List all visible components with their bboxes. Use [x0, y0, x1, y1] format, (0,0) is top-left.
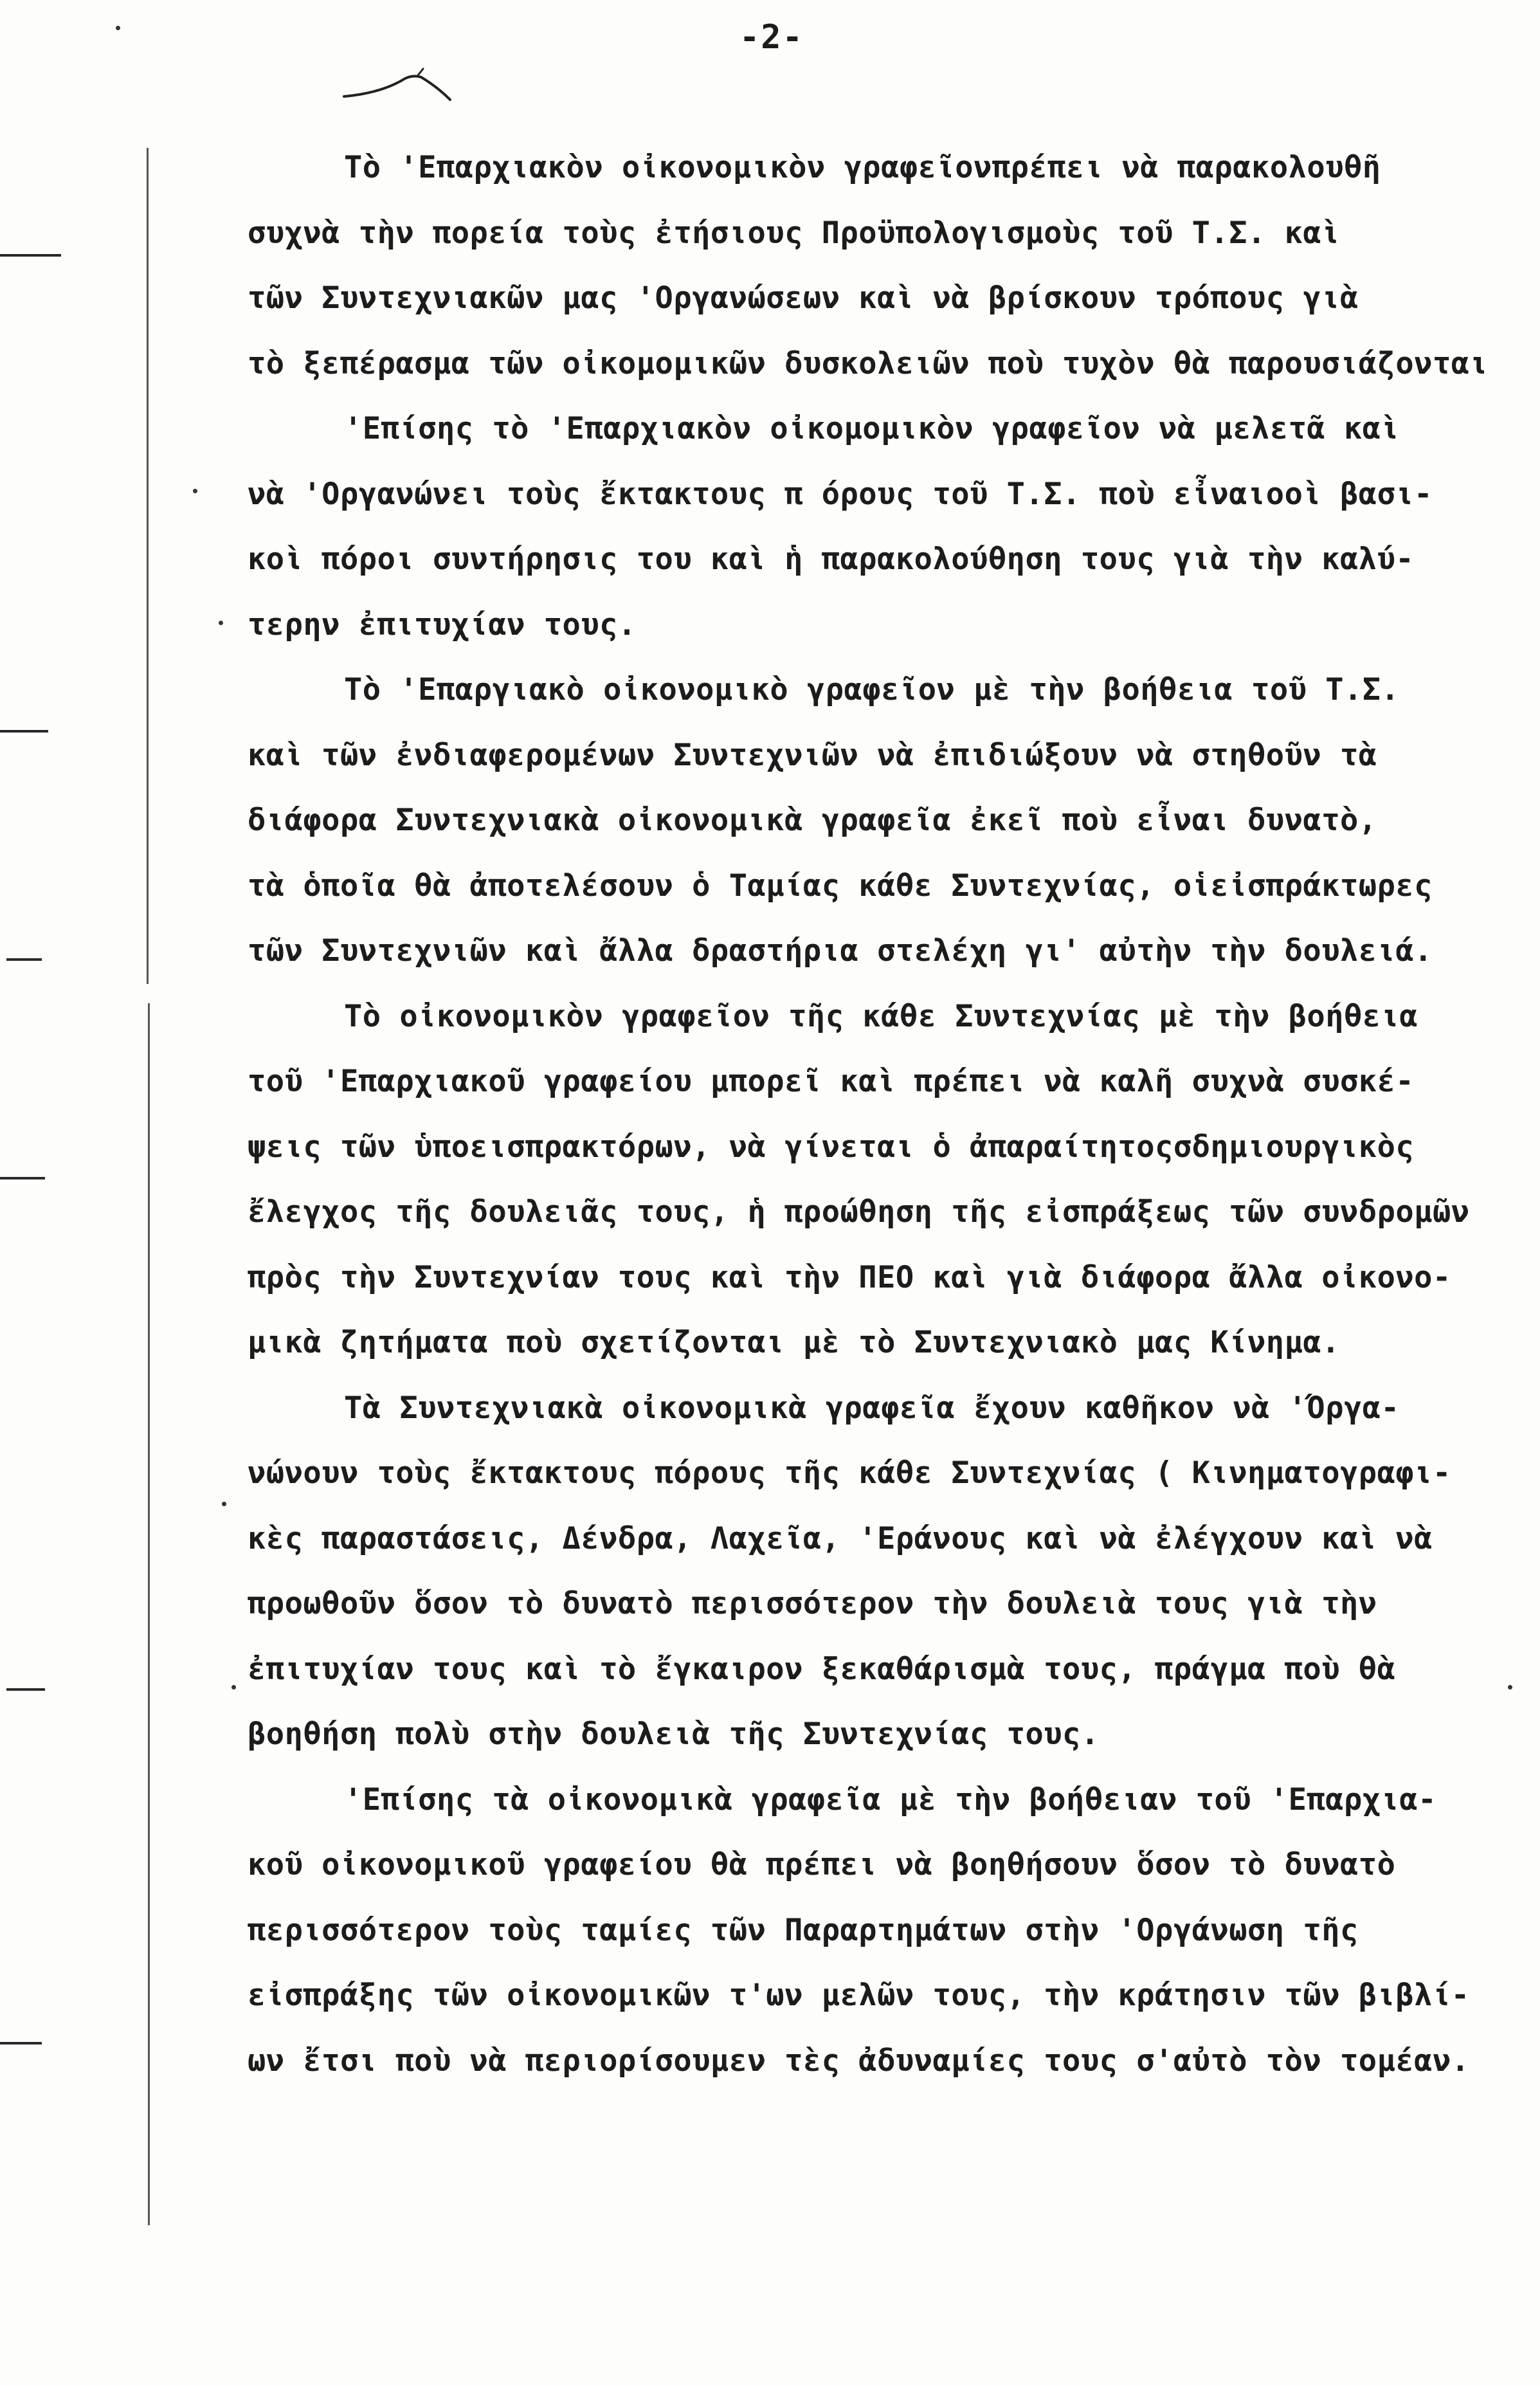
margin-dot: [193, 489, 197, 493]
text-line: ψεις τῶν ὑποεισπρακτόρων, νὰ γίνεται ὁ ἀπαραίτητοςσδημιουργικὸς: [248, 1129, 1415, 1165]
text-line: καὶ τῶν ἐνδιαφερομένων Συντεχνιῶν νὰ ἐπιδιώξουν νὰ στηθοῦν τὰ: [248, 737, 1377, 773]
margin-dot: [219, 621, 223, 625]
text-line: τοῦ 'Επαρχιακοῦ γραφείου μπορεῖ καὶ πρέπει νὰ καλῆ συχνὰ συσκέ-: [248, 1064, 1415, 1099]
text-line: προωθοῦν ὅσον τὸ δυνατὸ περισσότερον τὴν δουλειὰ τους γιὰ τὴν: [248, 1586, 1377, 1621]
text-line: μικὰ ζητήματα ποὺ σχετίζονται μὲ τὸ Συντεχνιακὸ μας Κίνημα.: [248, 1325, 1340, 1360]
text-line: κὲς παραστάσεις, Δένδρα, Λαχεῖα, 'Εράνους καὶ νὰ ἐλέγχουν καὶ νὰ: [248, 1520, 1433, 1556]
margin-tick: [0, 730, 48, 733]
text-line: κοῦ οἰκονομικοῦ γραφείου θὰ πρέπει νὰ βοηθήσουν ὅσον τὸ δυνατὸ: [248, 1847, 1396, 1882]
text-line: τὸ ξεπέρασμα τῶν οἰκομομικῶν δυσκολειῶν ποὺ τυχὸν θὰ παρουσιάζονται: [248, 345, 1489, 381]
text-line: συχνὰ τὴν πορεία τοὺς ἐτήσιους Προϋπολογισμοὺς τοῦ Τ.Σ. καὶ: [248, 215, 1340, 251]
document-body: [248, 135, 1495, 2093]
text-line: Τὸ 'Επαρχιακὸν οἰκονομικὸν γραφεῖονπρέπει νὰ παρακολουθῆ: [344, 150, 1381, 185]
margin-dot: [1508, 1685, 1512, 1689]
margin-dot: [222, 1502, 226, 1506]
margin-dot: [116, 26, 120, 30]
text-line: τῶν Συντεχνιῶν καὶ ἄλλα δραστήρια στελέχη γι' αὐτὴν τὴν δουλειά.: [248, 933, 1433, 969]
text-line: κοὶ πόροι συντήρησις του καὶ ἡ παρακολούθηση τους γιὰ τὴν καλύ-: [248, 542, 1415, 577]
text-line: τῶν Συντεχνιακῶν μας 'Οργανώσεων καὶ νὰ βρίσκουν τρόπους γιὰ: [248, 280, 1359, 316]
text-line: διάφορα Συντεχνιακὰ οἰκονομικὰ γραφεῖα ἐκεῖ ποὺ εἶναι δυνατὸ,: [248, 803, 1377, 838]
text-line: ἔλεγχος τῆς δουλειᾶς τους, ἡ προώθηση τῆς εἰσπράξεως τῶν συνδρομῶν: [248, 1194, 1470, 1230]
handwritten-stroke: [341, 61, 469, 113]
margin-tick: [0, 2042, 42, 2044]
text-line: Τὸ 'Επαργιακὸ οἰκονομικὸ γραφεῖον μὲ τὴν βοήθεια τοῦ Τ.Σ.: [344, 672, 1400, 707]
text-line: νώνουν τοὺς ἔκτακτους πόρους τῆς κάθε Συντεχνίας ( Κινηματογραφι-: [248, 1455, 1451, 1491]
text-line: 'Επίσης τὸ 'Επαρχιακὸν οἰκομομικὸν γραφεῖον νὰ μελετᾶ καὶ: [344, 411, 1400, 446]
margin-tick: [6, 958, 42, 961]
paragraph: [248, 396, 1495, 657]
margin-rule: [147, 148, 149, 984]
text-line: Τὰ Συντεχνιακὰ οἰκονομικὰ γραφεῖα ἔχουν καθῆκον νὰ 'Όργα-: [344, 1390, 1400, 1426]
text-line: εἰσπράξης τῶν οἰκονομικῶν τ'ων μελῶν τους, τὴν κράτησιν τῶν βιβλί-: [248, 1978, 1470, 2013]
text-line: ων ἔτσι ποὺ νὰ περιορίσουμεν τὲς ἀδυναμίες τους σ'αὐτὸ τὸν τομέαν.: [248, 2043, 1470, 2079]
margin-tick: [0, 1177, 45, 1179]
page-number: -2-: [739, 18, 804, 57]
text-line: ἐπιτυχίαν τους καὶ τὸ ἔγκαιρον ξεκαθάρισμὰ τους, πράγμα ποὺ θὰ: [248, 1651, 1396, 1687]
text-line: πρὸς τὴν Συντεχνίαν τους καὶ τὴν ΠΕΟ καὶ γιὰ διάφορα ἄλλα οἰκονο-: [248, 1259, 1451, 1295]
text-line: 'Επίσης τὰ οἰκονομικὰ γραφεῖα μὲ τὴν βοήθειαν τοῦ 'Επαρχια-: [344, 1781, 1436, 1817]
text-line: Τὸ οἰκονομικὸν γραφεῖον τῆς κάθε Συντεχνίας μὲ τὴν βοήθεια: [344, 998, 1418, 1034]
text-line: βοηθήση πολὺ στὴν δουλειὰ τῆς Συντεχνίας τους.: [248, 1717, 1100, 1752]
margin-tick: [0, 254, 61, 257]
margin-tick: [6, 1688, 45, 1691]
text-line: νὰ 'Οργανώνει τοὺς ἔκτακτους π όρους τοῦ Τ.Σ. ποὺ εἶναιοοὶ βασι-: [248, 476, 1433, 512]
paragraph: [248, 1376, 1495, 1767]
text-line: τὰ ὁποῖα θὰ ἀποτελέσουν ὁ Ταμίας κάθε Συντεχνίας, οἱεἰσπράκτωρες: [248, 868, 1433, 904]
text-line: περισσότερον τοὺς ταμίες τῶν Παραρτημάτων στὴν 'Οργάνωση τῆς: [248, 1912, 1359, 1948]
paragraph: [248, 1767, 1495, 2094]
margin-dot: [231, 1685, 236, 1689]
paragraph: [248, 657, 1495, 984]
text-line: τερην ἐπιτυχίαν τους.: [248, 606, 637, 642]
paragraph: [248, 984, 1495, 1376]
margin-rule: [148, 1003, 150, 2225]
paragraph: [248, 135, 1495, 396]
